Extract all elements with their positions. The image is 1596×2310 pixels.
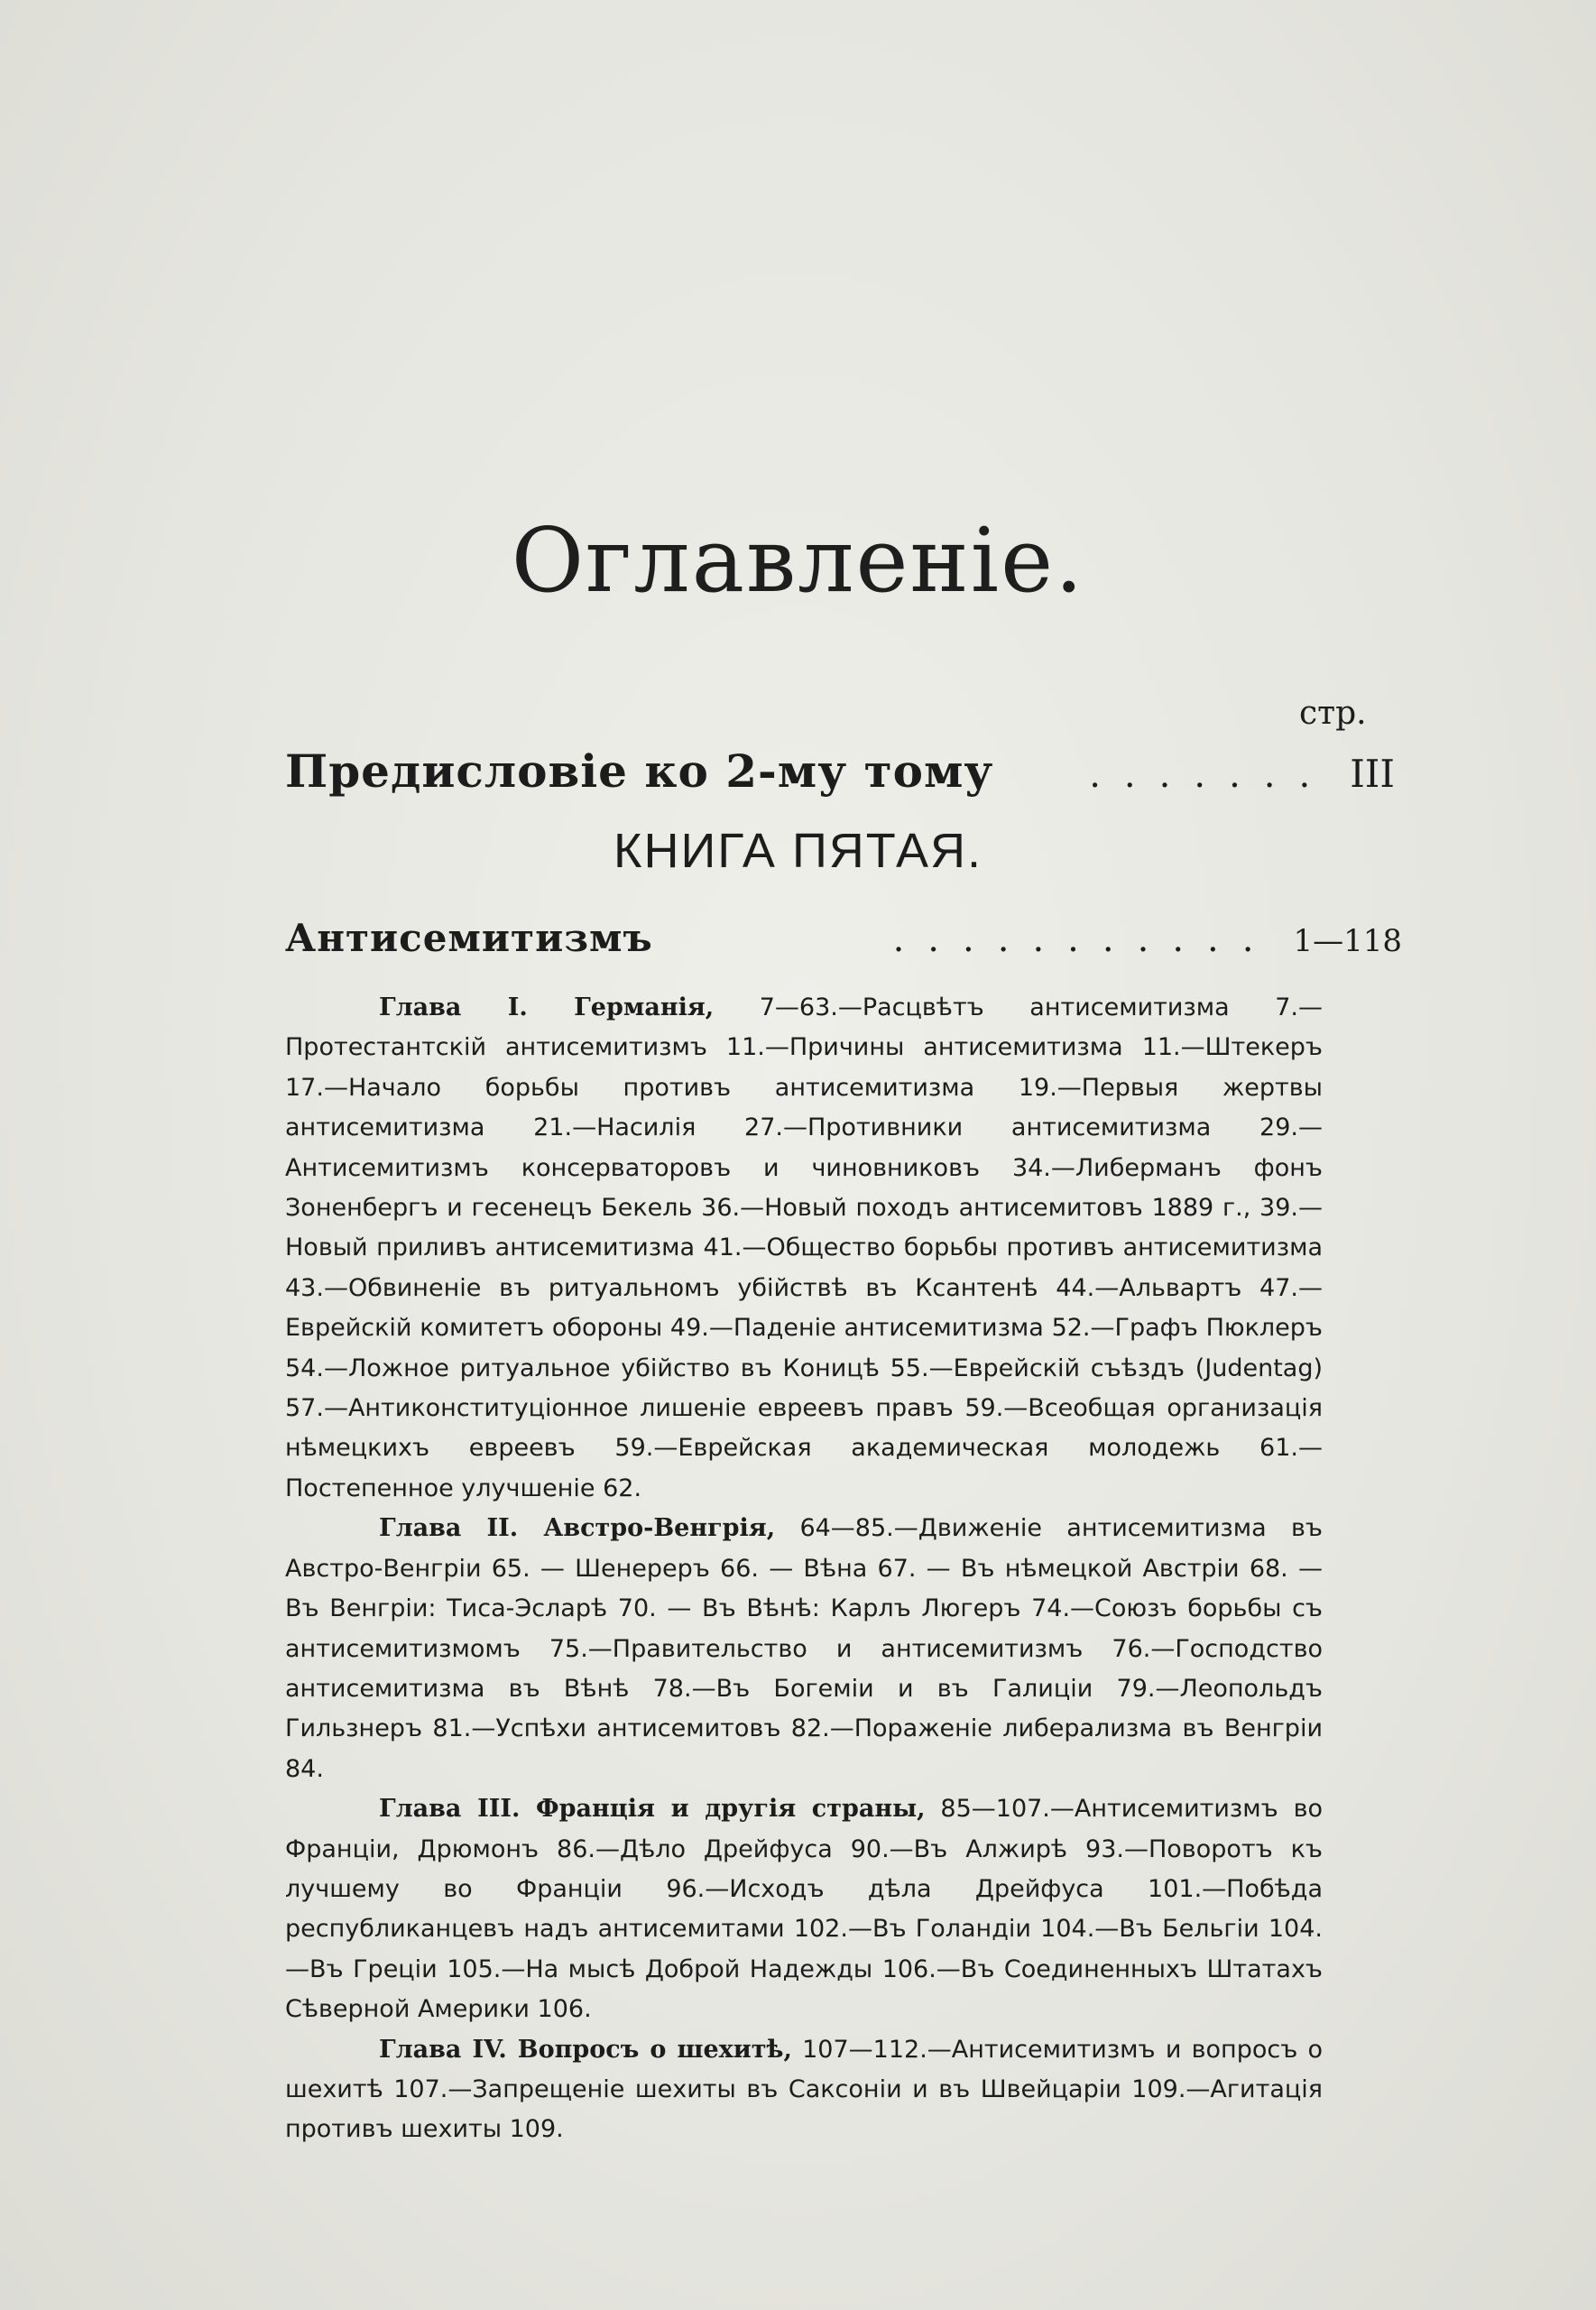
- page-title: Оглавленіе.: [511, 510, 1085, 613]
- dot-leader: ...........: [892, 919, 1278, 960]
- chapter-heading: Глава II. Австро-Венгрія,: [379, 1514, 776, 1543]
- chapter-contents: 7—63.—Расцвѣтъ антисемитизма 7.—Протестантскій антисемитизмъ 11.—Причины антисемитизма 11.—Штекеръ 17.—Начало борьбы противъ антисемитизма 19.—Первыя жертвы антисемитизма 21.—Насилія 27.—Противники антисемитизма 29.—Антисемитизмъ консерваторовъ и чиновниковъ 34.—Либерманъ фонъ Зоненбергъ и гесенецъ Бекель 36.—Новый походъ антисемитовъ 1889 г., 39.—Новый приливъ антисемитизма 41.—Общество борьбы противъ антисемитизма 43.—Обвиненіе въ ритуальномъ убійствѣ въ Ксантенѣ 44.—Альвартъ 47.—Еврейскій комитетъ обороны 49.—Паденіе антисемитизма 52.—Графъ Пюклеръ 54.—Ложное ритуальное убійство въ Коницѣ 55.—Еврейскій съѣздъ (Judentag) 57.—Антиконституціонное лишеніе евреевъ правъ 59.—Всеобщая организація нѣмецкихъ евреевъ 59.—Еврейская академическая молодежь 61.—Постепенное улучшеніе 62.: [285, 993, 1323, 1502]
- toc-entry-title: Предисловіе ко 2-му тому: [285, 744, 994, 798]
- chapter-heading: Глава IV. Вопросъ о шехитѣ,: [379, 2035, 792, 2064]
- book-heading: КНИГА ПЯТАЯ.: [613, 824, 983, 878]
- chapter-heading: Глава I. Германія,: [379, 993, 715, 1021]
- chapter-entry-2: [285, 1509, 1323, 1789]
- chapter-entry-4: [285, 2030, 1323, 2150]
- toc-entry-page: III: [1350, 752, 1395, 796]
- dot-leader: .......: [1089, 754, 1334, 796]
- toc-entry-title: Антисемитизмъ: [285, 916, 653, 960]
- toc-entry-preface: [285, 744, 1395, 804]
- chapter-list: [285, 988, 1323, 2150]
- chapter-contents: 85—107.—Антисемитизмъ во Франціи, Дрюмонъ 86.—Дѣло Дрейфуса 90.—Въ Алжирѣ 93.—Поворотъ къ лучшему во Франціи 96.—Исходъ дѣла Дрейфуса 101.—Побѣда республиканцевъ надъ антисемитами 102.—Въ Голандіи 104.—Въ Бельгіи 104.—Въ Греціи 105.—На мысѣ Доброй Надежды 106.—Въ Соединенныхъ Штатахъ Сѣверной Америки 106.: [285, 1795, 1323, 2024]
- chapter-contents: 64—85.—Движеніе антисемитизма въ Австро-Венгріи 65. — Шенереръ 66. — Вѣна 67. — Въ нѣмецкой Австріи 68. — Въ Венгріи: Тиса-Эсларѣ 70. — Въ Вѣнѣ: Карлъ Люгеръ 74.—Союзъ борьбы съ антисемитизмомъ 75.—Правительство и антисемитизмъ 76.—Господство антисемитизма въ Вѣнѣ 78.—Въ Богеміи и въ Галиціи 79.—Леопольдъ Гильзнеръ 81.—Успѣхи антисемитовъ 82.—Пораженіе либерализма въ Венгріи 84.: [285, 1514, 1323, 1783]
- toc-entry-page: 1—118: [1293, 923, 1402, 959]
- chapter-entry-1: [285, 988, 1323, 1509]
- toc-entry-part: [285, 916, 1402, 970]
- chapter-contents: 107—112.—Антисемитизмъ и вопросъ о шехитѣ 107.—Запрещеніе шехиты въ Саксоніи и въ Швейцаріи 109.—Агитація противъ шехиты 109.: [285, 2035, 1324, 2144]
- chapter-heading: Глава III. Франція и другія страны,: [379, 1795, 926, 1824]
- page-column-label: стр.: [1299, 695, 1367, 732]
- chapter-entry-3: [285, 1789, 1323, 2029]
